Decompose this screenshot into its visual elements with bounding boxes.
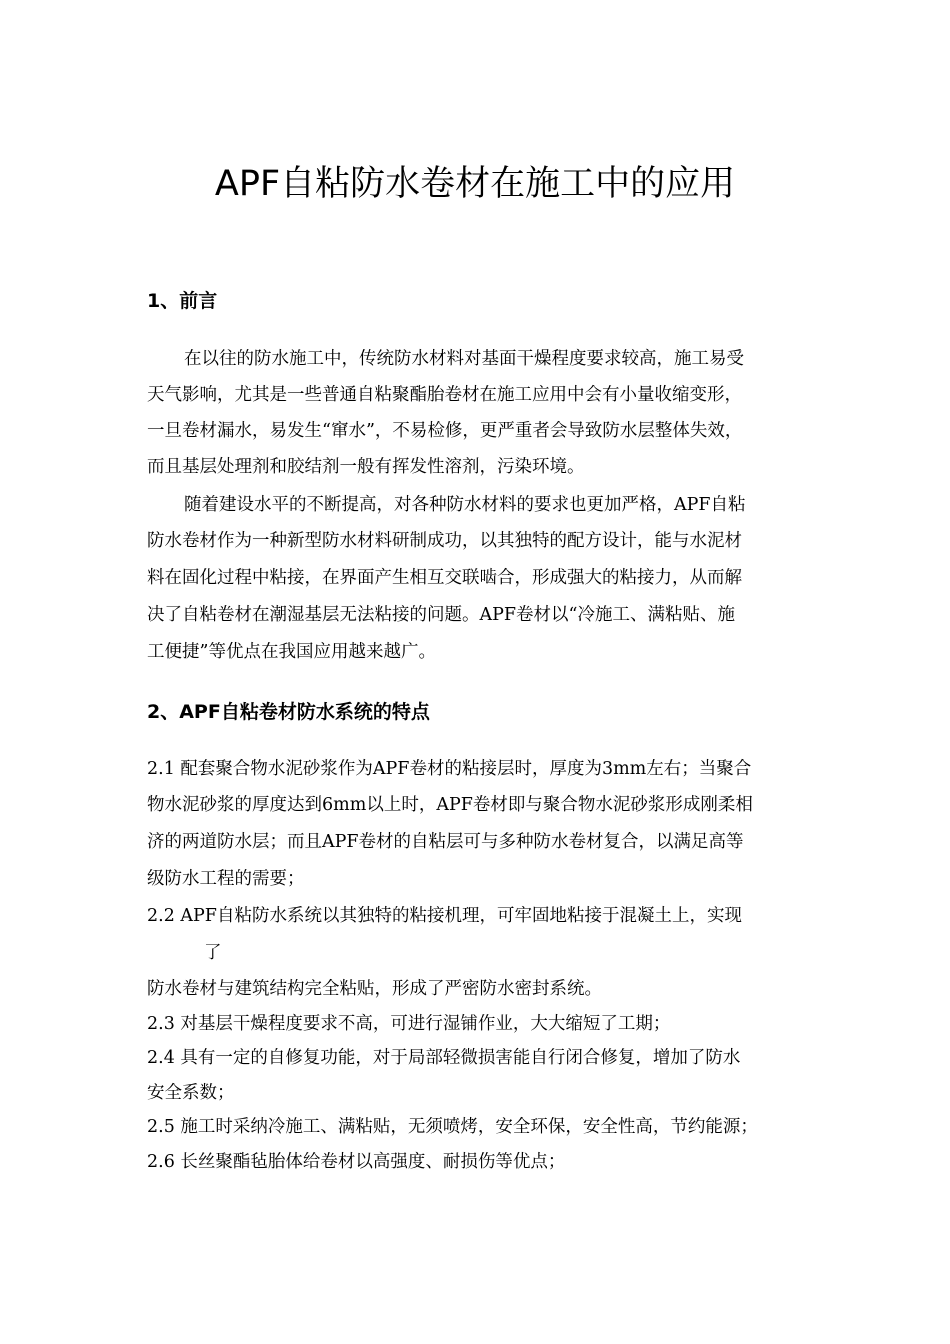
section-2-line: 2.6 长丝聚酯毡胎体给卷材以高强度、耐损伤等优点；	[147, 1152, 566, 1172]
document-title: APF自粘防水卷材在施工中的应用	[214, 164, 736, 204]
section-1-line: 一旦卷材漏水，易发生“窜水”，不易检修，更严重者会导致防水层整体失效，	[147, 421, 743, 441]
section-1-line: 而且基层处理剂和胶结剂一般有挥发性溶剂，污染环境。	[147, 457, 585, 477]
section-1-line: 防水卷材作为一种新型防水材料研制成功，以其独特的配方设计，能与水泥材	[147, 531, 742, 551]
section-1-line: 料在固化过程中粘接，在界面产生相互交联啮合，形成强大的粘接力，从而解	[147, 568, 742, 588]
section-2-line: 2.3 对基层干燥程度要求不高，可进行湿铺作业，大大缩短了工期；	[147, 1014, 671, 1034]
section-2-line: 物水泥砂浆的厚度达到6mm以上时，APF卷材即与聚合物水泥砂浆形成刚柔相	[147, 795, 753, 815]
section-1-line: 在以往的防水施工中，传统防水材料对基面干燥程度要求较高，施工易受	[184, 349, 744, 369]
section-1-line: 决了自粘卷材在潮湿基层无法粘接的问题。APF卷材以“冷施工、满粘贴、施	[147, 605, 735, 625]
section-1-line: 天气影响，尤其是一些普通自粘聚酯胎卷材在施工应用中会有小量收缩变形，	[147, 385, 742, 405]
section-1-heading: 1、前言	[147, 290, 218, 312]
section-2-line: 济的两道防水层；而且APF卷材的自粘层可与多种防水卷材复合，以满足高等	[147, 832, 744, 852]
section-2-heading: 2、APF自粘卷材防水系统的特点	[147, 701, 430, 723]
section-2-line: 安全系数；	[147, 1083, 235, 1103]
section-1-line: 工便捷”等优点在我国应用越来越广。	[147, 642, 436, 662]
section-2-line: 2.2 APF自粘防水系统以其独特的粘接机理，可牢固地粘接于混凝土上，实现	[147, 906, 742, 926]
section-2-line: 2.5 施工时采纳冷施工、满粘贴，无须喷烤，安全环保，安全性高，节约能源；	[147, 1117, 758, 1137]
section-2-line: 2.1 配套聚合物水泥砂浆作为APF卷材的粘接层时，厚度为3mm左右；当聚合	[147, 759, 752, 779]
section-2-line: 防水卷材与建筑结构完全粘贴，形成了严密防水密封系统。	[147, 979, 602, 999]
section-2-line: 级防水工程的需要；	[147, 869, 305, 889]
section-2-line: 2.4 具有一定的自修复功能，对于局部轻微损害能自行闭合修复，增加了防水	[147, 1048, 741, 1068]
section-2-line: 了	[204, 943, 222, 963]
section-1-line: 随着建设水平的不断提高，对各种防水材料的要求也更加严格，APF自粘	[184, 495, 746, 515]
